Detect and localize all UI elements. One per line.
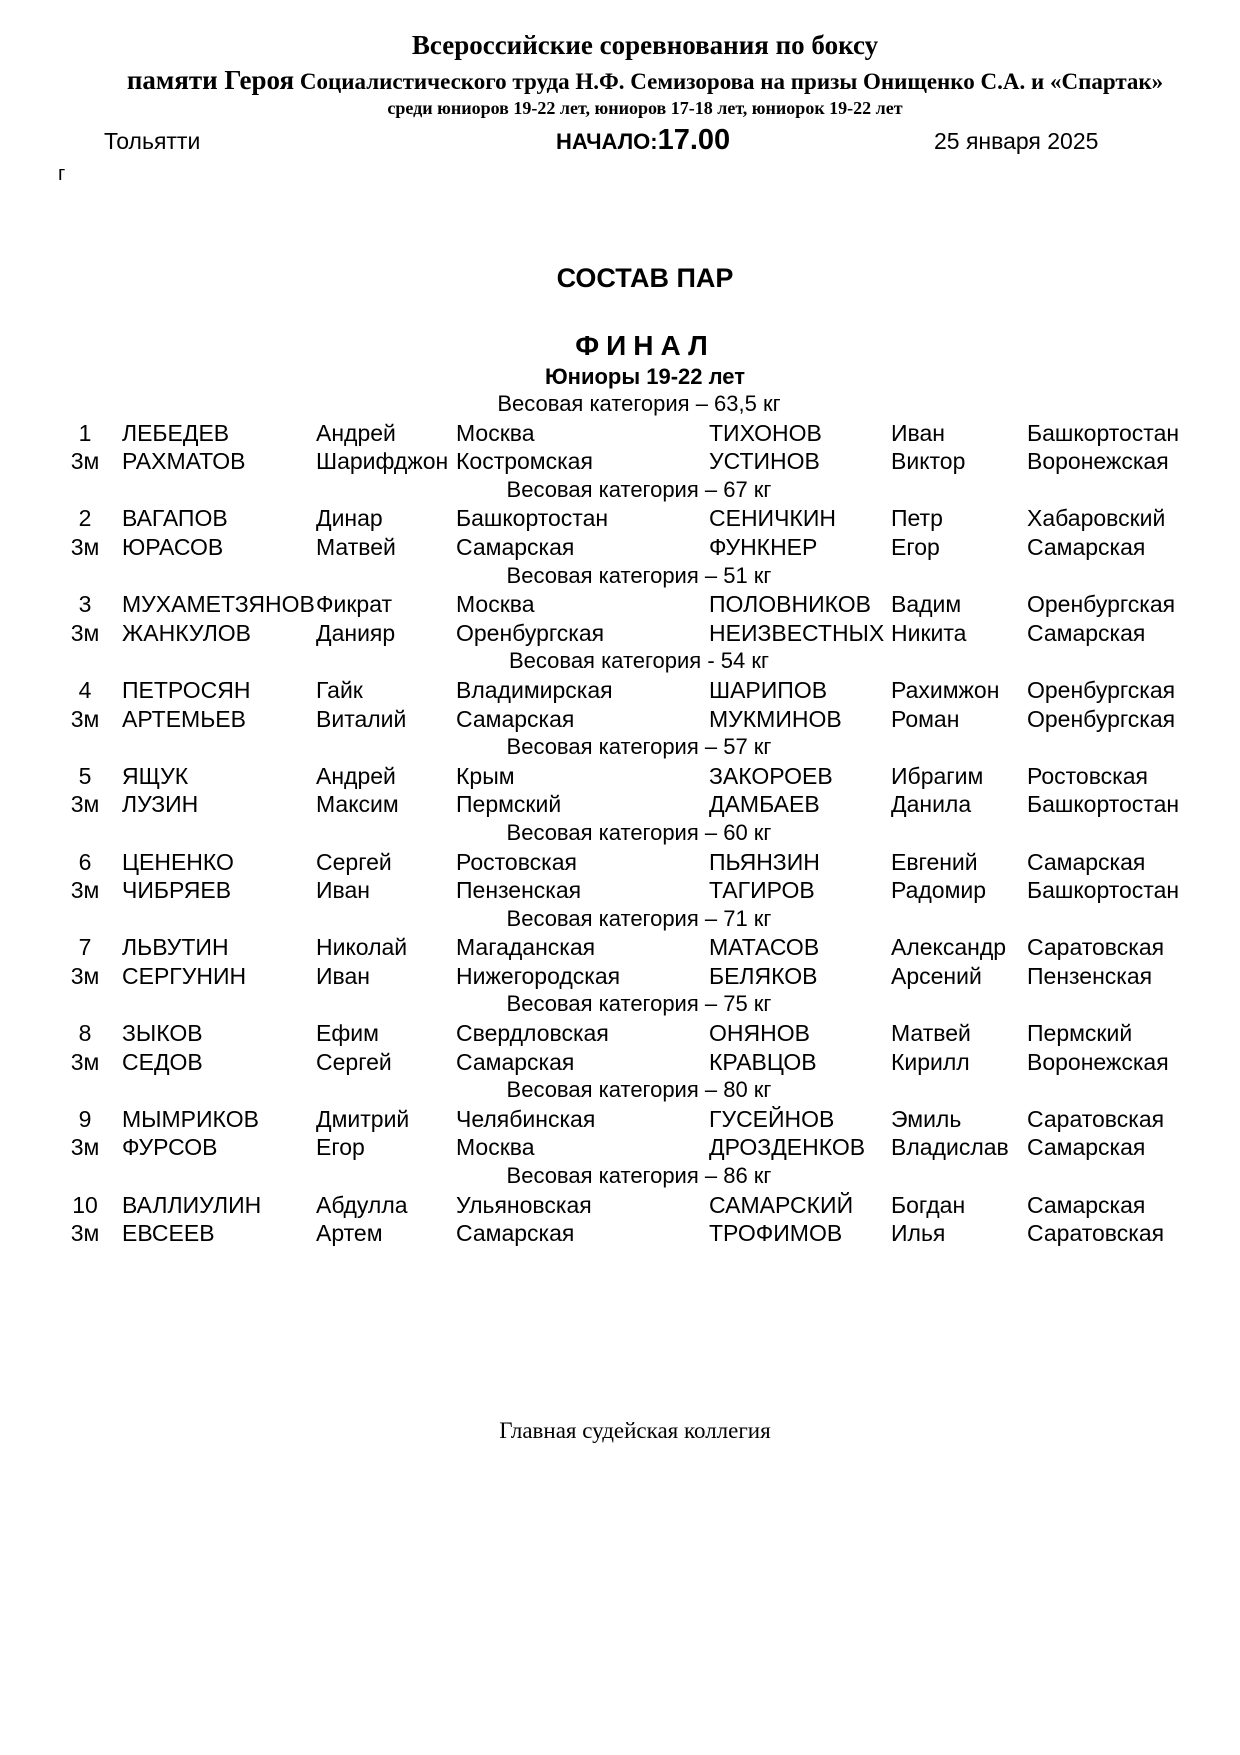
blue-corner-first-name: Петр xyxy=(891,505,943,532)
blue-corner-first-name: Богдан xyxy=(891,1191,966,1218)
blue-corner-region: Саратовская xyxy=(1027,1220,1165,1247)
event-subtitle-lead: памяти Героя xyxy=(126,65,295,95)
red-corner-first-name: Абдулла xyxy=(316,1191,408,1218)
event-start xyxy=(556,124,730,157)
red-corner-region: Магаданская xyxy=(456,934,596,961)
red-corner-first-name: Виталий xyxy=(316,705,407,732)
red-corner-last-name: МУХАМЕТЗЯНОВ xyxy=(122,591,315,618)
red-corner-first-name: Николай xyxy=(316,934,408,961)
weight-category: Весовая категория – 67 кг xyxy=(506,476,772,502)
weight-category: Весовая категория – 80 кг xyxy=(506,1077,772,1103)
blue-corner-region: Самарская xyxy=(1027,619,1146,646)
blue-corner-region: Башкортостан xyxy=(1027,791,1180,818)
final-bout-row xyxy=(0,676,1240,705)
weight-category: Весовая категория – 51 кг xyxy=(506,562,772,588)
red-corner-region: Самарская xyxy=(456,705,575,732)
blue-corner-region: Оренбургская xyxy=(1027,591,1176,618)
event-subtitle-rest: Социалистического труда Н.Ф. Семизорова на призы Онищенко С.А. и «Спартак» xyxy=(299,69,1164,94)
bout-number: 10 xyxy=(72,1191,98,1218)
blue-corner-first-name: Владислав xyxy=(891,1134,1009,1161)
blue-corner-first-name: Кирилл xyxy=(891,1048,970,1075)
blue-corner-last-name: КРАВЦОВ xyxy=(709,1048,817,1075)
red-corner-first-name: Сергей xyxy=(316,848,392,875)
red-corner-region: Нижегородская xyxy=(456,962,621,989)
red-corner-last-name: ПЕТРОСЯН xyxy=(122,676,251,703)
red-corner-first-name: Матвей xyxy=(316,533,396,560)
final-title: ФИНАЛ xyxy=(575,330,715,361)
red-corner-last-name: ЛУЗИН xyxy=(122,791,199,818)
blue-corner-first-name: Арсений xyxy=(891,962,982,989)
red-corner-region: Крым xyxy=(456,762,515,789)
blue-corner-first-name: Егор xyxy=(891,533,940,560)
red-corner-last-name: ВАЛЛИУЛИН xyxy=(122,1191,262,1218)
blue-corner-last-name: ТИХОНОВ xyxy=(709,419,822,446)
blue-corner-region: Оренбургская xyxy=(1027,705,1176,732)
blue-corner-region: Самарская xyxy=(1027,848,1146,875)
blue-corner-last-name: МУКМИНОВ xyxy=(709,705,842,732)
blue-corner-last-name: УСТИНОВ xyxy=(709,448,820,475)
final-bout-row xyxy=(0,504,1240,533)
red-corner-region: Москва xyxy=(456,591,535,618)
red-corner-last-name: ЧИБРЯЕВ xyxy=(122,877,232,904)
red-corner-region: Владимирская xyxy=(456,676,613,703)
red-corner-region: Челябинская xyxy=(456,1105,596,1132)
bout-number: 3м xyxy=(70,448,100,475)
weight-category: Весовая категория – 71 кг xyxy=(506,905,772,931)
blue-corner-first-name: Матвей xyxy=(891,1020,971,1047)
weight-category: Весовая категория - 54 кг xyxy=(508,648,769,674)
red-corner-region: Башкортостан xyxy=(456,505,609,532)
blue-corner-first-name: Эмиль xyxy=(891,1105,962,1132)
red-corner-first-name: Сергей xyxy=(316,1048,392,1075)
event-date: 25 января 2025 xyxy=(934,128,1099,154)
blue-corner-first-name: Александр xyxy=(891,934,1007,961)
blue-corner-last-name: НЕИЗВЕСТНЫХ xyxy=(709,619,885,646)
red-corner-last-name: ФУРСОВ xyxy=(122,1134,218,1161)
bout-number: 5 xyxy=(78,762,92,789)
blue-corner-region: Саратовская xyxy=(1027,934,1165,961)
weight-category: Весовая категория – 60 кг xyxy=(506,819,772,845)
event-categories: среди юниоров 19-22 лет, юниоров 17-18 лет, юниорок 19-22 лет xyxy=(387,98,903,118)
blue-corner-first-name: Иван xyxy=(891,419,945,446)
blue-corner-last-name: САМАРСКИЙ xyxy=(709,1191,854,1218)
red-corner-first-name: Артем xyxy=(316,1220,383,1247)
bout-number: 8 xyxy=(78,1020,92,1047)
group-title: Юниоры 19-22 лет xyxy=(544,364,746,389)
red-corner-last-name: ЖАНКУЛОВ xyxy=(122,619,252,646)
blue-corner-first-name: Никита xyxy=(891,619,967,646)
bout-number: 3м xyxy=(70,877,100,904)
bouts-table xyxy=(0,390,1240,1248)
bout-number: 7 xyxy=(78,934,92,961)
event-city: Тольятти xyxy=(104,128,201,154)
bout-number: 3м xyxy=(70,1048,100,1075)
red-corner-first-name: Андрей xyxy=(316,419,396,446)
bout-number: 3м xyxy=(70,533,100,560)
start-label: НАЧАЛО: xyxy=(556,129,658,154)
red-corner-last-name: ВАГАПОВ xyxy=(122,505,228,532)
blue-corner-first-name: Роман xyxy=(891,705,960,732)
third-place-row xyxy=(0,619,1240,648)
blue-corner-region: Башкортостан xyxy=(1027,877,1180,904)
red-corner-last-name: СЕРГУНИН xyxy=(122,962,247,989)
final-bout-row xyxy=(0,762,1240,791)
third-place-row xyxy=(0,790,1240,819)
third-place-row xyxy=(0,962,1240,991)
blue-corner-last-name: ТАГИРОВ xyxy=(709,877,815,904)
pairs-title: СОСТАВ ПАР xyxy=(556,263,734,293)
blue-corner-region: Саратовская xyxy=(1027,1105,1165,1132)
red-corner-region: Пермский xyxy=(456,791,562,818)
red-corner-region: Свердловская xyxy=(456,1020,609,1047)
bout-number: 3м xyxy=(70,1220,100,1247)
red-corner-first-name: Данияр xyxy=(316,619,396,646)
blue-corner-last-name: БЕЛЯКОВ xyxy=(709,962,818,989)
blue-corner-last-name: ДРОЗДЕНКОВ xyxy=(709,1134,866,1161)
weight-category: Весовая категория – 86 кг xyxy=(506,1163,772,1189)
blue-corner-region: Воронежская xyxy=(1027,448,1169,475)
red-corner-region: Ростовская xyxy=(456,848,577,875)
red-corner-last-name: ЕВСЕЕВ xyxy=(122,1220,215,1247)
red-corner-region: Костромская xyxy=(456,448,593,475)
start-time: 17.00 xyxy=(657,124,731,156)
third-place-row xyxy=(0,447,1240,476)
bout-number: 3м xyxy=(70,1134,100,1161)
bout-number: 4 xyxy=(78,676,92,703)
blue-corner-first-name: Виктор xyxy=(891,448,966,475)
blue-corner-last-name: ЗАКОРОЕВ xyxy=(709,762,833,789)
third-place-row xyxy=(0,876,1240,905)
red-corner-first-name: Егор xyxy=(316,1134,365,1161)
red-corner-first-name: Динар xyxy=(316,505,383,532)
red-corner-last-name: ЦЕНЕНКО xyxy=(122,848,234,875)
red-corner-region: Ульяновская xyxy=(456,1191,592,1218)
blue-corner-last-name: ПЬЯНЗИН xyxy=(709,848,820,875)
final-bout-row xyxy=(0,933,1240,962)
third-place-row xyxy=(0,705,1240,734)
red-corner-region: Москва xyxy=(456,1134,535,1161)
blue-corner-region: Башкортостан xyxy=(1027,419,1180,446)
red-corner-region: Самарская xyxy=(456,1220,575,1247)
third-place-row xyxy=(0,1048,1240,1077)
bout-number: 3м xyxy=(70,962,100,989)
blue-corner-last-name: ТРОФИМОВ xyxy=(709,1220,843,1247)
red-corner-last-name: ЗЫКОВ xyxy=(122,1020,203,1047)
blue-corner-first-name: Радомир xyxy=(891,877,987,904)
red-corner-first-name: Дмитрий xyxy=(316,1105,410,1132)
red-corner-region: Пензенская xyxy=(456,877,582,904)
bout-number: 9 xyxy=(78,1105,92,1132)
bout-number: 3м xyxy=(70,791,100,818)
red-corner-first-name: Фикрат xyxy=(316,591,393,618)
red-corner-last-name: АРТЕМЬЕВ xyxy=(122,705,246,732)
blue-corner-region: Оренбургская xyxy=(1027,676,1176,703)
blue-corner-first-name: Рахимжон xyxy=(891,676,1000,703)
red-corner-first-name: Иван xyxy=(316,962,370,989)
blue-corner-first-name: Илья xyxy=(891,1220,946,1247)
red-corner-last-name: СЕДОВ xyxy=(122,1048,203,1075)
weight-category: Весовая категория – 57 кг xyxy=(506,734,772,760)
blue-corner-last-name: ШАРИПОВ xyxy=(709,676,828,703)
red-corner-region: Москва xyxy=(456,419,535,446)
blue-corner-last-name: МАТАСОВ xyxy=(709,934,820,961)
red-corner-last-name: ЛЬВУТИН xyxy=(122,934,229,961)
blue-corner-last-name: ДАМБАЕВ xyxy=(709,791,820,818)
blue-corner-region: Пермский xyxy=(1027,1020,1133,1047)
third-place-row xyxy=(0,533,1240,562)
red-corner-last-name: МЫМРИКОВ xyxy=(122,1105,259,1132)
weight-category: Весовая категория – 75 кг xyxy=(506,991,772,1017)
red-corner-first-name: Гайк xyxy=(316,676,363,703)
blue-corner-region: Самарская xyxy=(1027,533,1146,560)
red-corner-first-name: Максим xyxy=(316,791,399,818)
final-bout-row xyxy=(0,848,1240,877)
final-bout-row xyxy=(0,1191,1240,1220)
red-corner-last-name: РАХМАТОВ xyxy=(122,448,246,475)
event-date-suffix: г xyxy=(58,163,66,185)
final-bout-row xyxy=(0,590,1240,619)
blue-corner-region: Самарская xyxy=(1027,1134,1146,1161)
red-corner-last-name: ЛЕБЕДЕВ xyxy=(122,419,230,446)
blue-corner-region: Ростовская xyxy=(1027,762,1148,789)
blue-corner-region: Самарская xyxy=(1027,1191,1146,1218)
blue-corner-region: Воронежская xyxy=(1027,1048,1169,1075)
red-corner-last-name: ЯЩУК xyxy=(122,762,189,789)
weight-category: Весовая категория – 63,5 кг xyxy=(497,391,781,416)
blue-corner-first-name: Евгений xyxy=(891,848,978,875)
red-corner-first-name: Андрей xyxy=(316,762,396,789)
third-place-row xyxy=(0,1219,1240,1248)
blue-corner-region: Пензенская xyxy=(1027,962,1153,989)
final-bout-row xyxy=(0,1019,1240,1048)
blue-corner-region: Хабаровский xyxy=(1027,505,1166,532)
third-place-row xyxy=(0,1133,1240,1162)
blue-corner-last-name: ОНЯНОВ xyxy=(709,1020,810,1047)
blue-corner-first-name: Данила xyxy=(891,791,972,818)
red-corner-region: Оренбургская xyxy=(456,619,605,646)
bout-number: 3 xyxy=(78,591,92,618)
bout-number: 2 xyxy=(78,505,92,532)
bout-number: 3м xyxy=(70,619,100,646)
final-bout-row xyxy=(0,419,1240,448)
red-corner-first-name: Шарифджон xyxy=(316,448,449,475)
final-bout-row xyxy=(0,1105,1240,1134)
red-corner-first-name: Иван xyxy=(316,877,370,904)
blue-corner-first-name: Ибрагим xyxy=(891,762,984,789)
red-corner-region: Самарская xyxy=(456,533,575,560)
red-corner-region: Самарская xyxy=(456,1048,575,1075)
blue-corner-last-name: СЕНИЧКИН xyxy=(709,505,836,532)
red-corner-last-name: ЮРАСОВ xyxy=(122,533,224,560)
bout-number: 1 xyxy=(78,419,92,446)
red-corner-first-name: Ефим xyxy=(316,1020,379,1047)
blue-corner-last-name: ФУНКНЕР xyxy=(709,533,818,560)
event-subtitle xyxy=(0,65,1240,96)
footer-signature: Главная судейская коллегия xyxy=(499,1418,771,1443)
blue-corner-last-name: ПОЛОВНИКОВ xyxy=(709,591,871,618)
blue-corner-first-name: Вадим xyxy=(891,591,962,618)
event-title: Всероссийские соревнования по боксу xyxy=(411,30,879,60)
bout-number: 6 xyxy=(78,848,92,875)
bout-number: 3м xyxy=(70,705,100,732)
blue-corner-last-name: ГУСЕЙНОВ xyxy=(709,1105,835,1132)
